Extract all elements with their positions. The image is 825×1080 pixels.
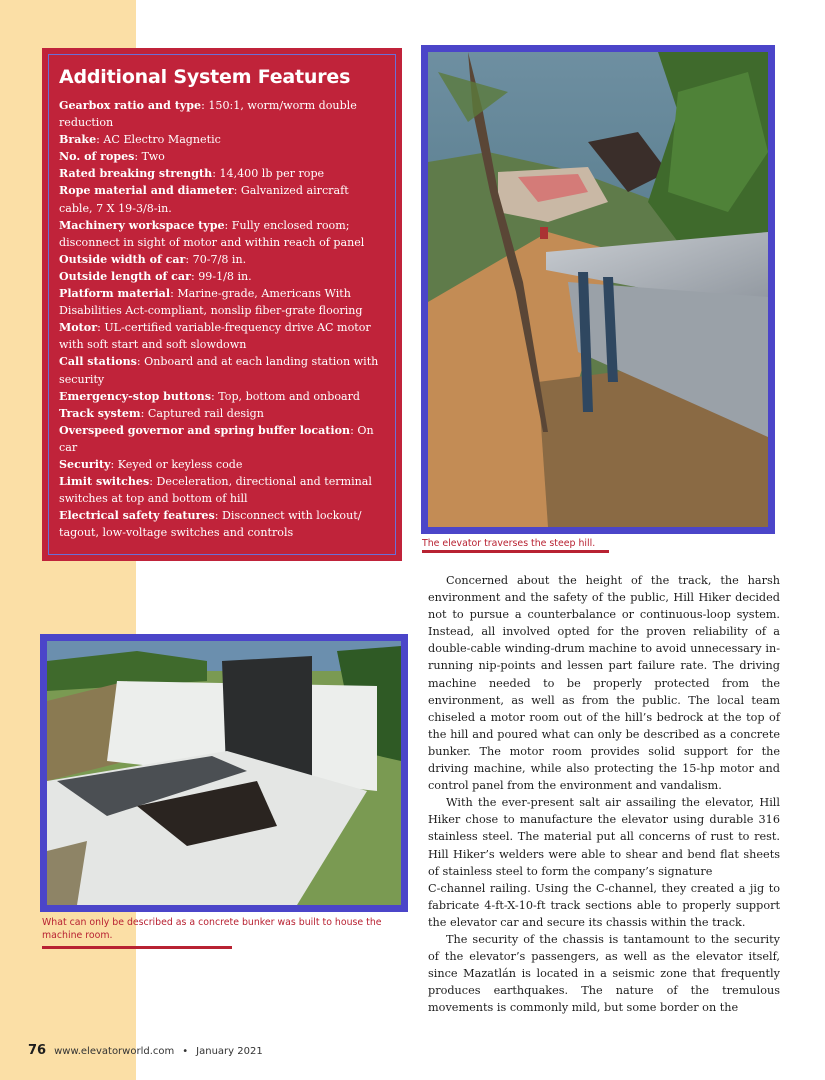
feature-item: [59, 97, 385, 131]
feature-value: : Captured rail design: [140, 406, 264, 420]
footer-date: January 2021: [196, 1046, 263, 1057]
feature-item: [59, 456, 385, 473]
feature-value: : UL-certified variable-frequency drive AC motor with soft start and soft slowdown: [59, 321, 371, 352]
feature-item: [59, 473, 385, 507]
feature-item: [59, 217, 385, 251]
feature-label: Electrical safety features: [59, 509, 215, 523]
feature-label: Rated breaking strength: [59, 167, 213, 181]
caption-rule-bottom: [42, 946, 232, 949]
article-paragraph: Concerned about the height of the track, the harsh environment and the safety of the public, Hill Hiker decided not to pursue a counterbalance or continuous-loop system. Instead, all involved opted for the proven reliability of a double-cable winding-drum machine to avoid unnecessary in-running nip-points and lessen part failure rate. The driving machine needed to be properly protected from the environment, as well as from the public. The local team chiseled a motor room out of the hill’s bedrock at the top of the hill and poured what can only be described as a concrete bunker. The motor room provides solid support for the driving machine, while also protecting the 15-hp motor and control panel from the environment and vandalism.: [428, 574, 780, 793]
feature-item: [59, 507, 385, 541]
feature-label: Machinery workspace type: [59, 218, 225, 232]
feature-item: [59, 131, 385, 148]
feature-item: [59, 319, 385, 353]
feature-label: Overspeed governor and spring buffer location: [59, 423, 351, 437]
feature-item: [59, 182, 385, 216]
feature-label: Emergency-stop buttons: [59, 389, 211, 403]
feature-item: [59, 388, 385, 405]
feature-value: : Onboard and at each landing station with security: [59, 355, 379, 386]
feature-label: Motor: [59, 321, 98, 335]
feature-item: [59, 422, 385, 456]
article-paragraph: With the ever-present salt air assailing the elevator, Hill Hiker chose to manufacture the elevator using durable 316 stainless steel. The material put all concerns of rust to rest. Hill Hiker’s welders were able to shear and bend flat sheets of stainless steel to form the company’s signature C-channel railing. Using the C-channel, they created a jig to fabricate 4-ft-X-10-ft track sections able to properly support the elevator car and secure its chassis within the track.: [428, 796, 780, 929]
feature-item: [59, 268, 385, 285]
feature-value: : Keyed or keyless code: [110, 457, 243, 471]
feature-value: : 14,400 lb per rope: [212, 167, 325, 181]
feature-value: : Marine-grade, Americans With Disabilities Act-compliant, nonslip fiber-grate flooring: [59, 287, 363, 318]
feature-label: Brake: [59, 133, 97, 147]
feature-value: : Fully enclosed room; disconnect in sight of motor and within reach of panel: [59, 218, 365, 249]
feature-label: Limit switches: [59, 475, 150, 489]
footer-url[interactable]: www.elevatorworld.com: [54, 1046, 175, 1057]
caption-rule-top: [422, 550, 609, 553]
feature-label: Rope material and diameter: [59, 184, 234, 198]
hill-elevator-image: [428, 52, 768, 527]
feature-item: [59, 353, 385, 387]
feature-item: [59, 405, 385, 422]
feature-label: Security: [59, 457, 111, 471]
caption-hill-elevator: The elevator traverses the steep hill.: [422, 538, 596, 549]
feature-value: : Two: [134, 150, 165, 164]
feature-value: : 150:1, worm/worm double reduction: [59, 99, 357, 130]
feature-value: : Deceleration, directional and terminal switches at top and bottom of hill: [59, 475, 372, 506]
footer-separator: •: [182, 1046, 189, 1057]
features-sidebar: [42, 48, 402, 561]
features-title: Additional System Features: [59, 66, 351, 88]
article-paragraph: The security of the chassis is tantamount to the security of the elevator’s passengers, as well as the elevator itself, since Mazatlán is located in a seismic zone that frequently produces earthquakes. The nature of the tremulous movements is commonly mild, but some border on the: [428, 932, 780, 1015]
article-body: [428, 572, 780, 1016]
photo-concrete-bunker: [40, 634, 408, 912]
feature-value: : Top, bottom and onboard: [210, 389, 361, 403]
page-number: 76: [28, 1043, 47, 1058]
feature-label: Outside width of car: [59, 252, 186, 266]
feature-list: [59, 97, 385, 541]
feature-value: : 99-1/8 in.: [190, 269, 252, 283]
feature-value: : AC Electro Magnetic: [96, 133, 221, 147]
feature-value: : On car: [59, 423, 374, 454]
feature-label: No. of ropes: [59, 150, 135, 164]
feature-item: [59, 285, 385, 319]
caption-concrete-bunker: What can only be described as a concrete bunker was built to house the machine room.: [42, 917, 382, 941]
feature-value: : 70-7/8 in.: [185, 252, 247, 266]
feature-label: Gearbox ratio and type: [59, 99, 202, 112]
feature-label: Platform material: [59, 287, 171, 301]
feature-value: : Galvanized aircraft cable, 7 X 19-3/8-in.: [59, 184, 349, 215]
features-sidebar-inner: [48, 54, 396, 555]
feature-label: Outside length of car: [59, 269, 191, 283]
feature-value: : Disconnect with lockout/ tagout, low-voltage switches and controls: [59, 509, 362, 540]
page-footer: [28, 1043, 263, 1058]
feature-item: [59, 165, 385, 182]
feature-item: [59, 251, 385, 268]
feature-label: Call stations: [59, 355, 137, 369]
feature-item: [59, 148, 385, 165]
concrete-bunker-image: [47, 641, 401, 905]
feature-label: Track system: [59, 406, 141, 420]
photo-hill-elevator: [421, 45, 775, 534]
